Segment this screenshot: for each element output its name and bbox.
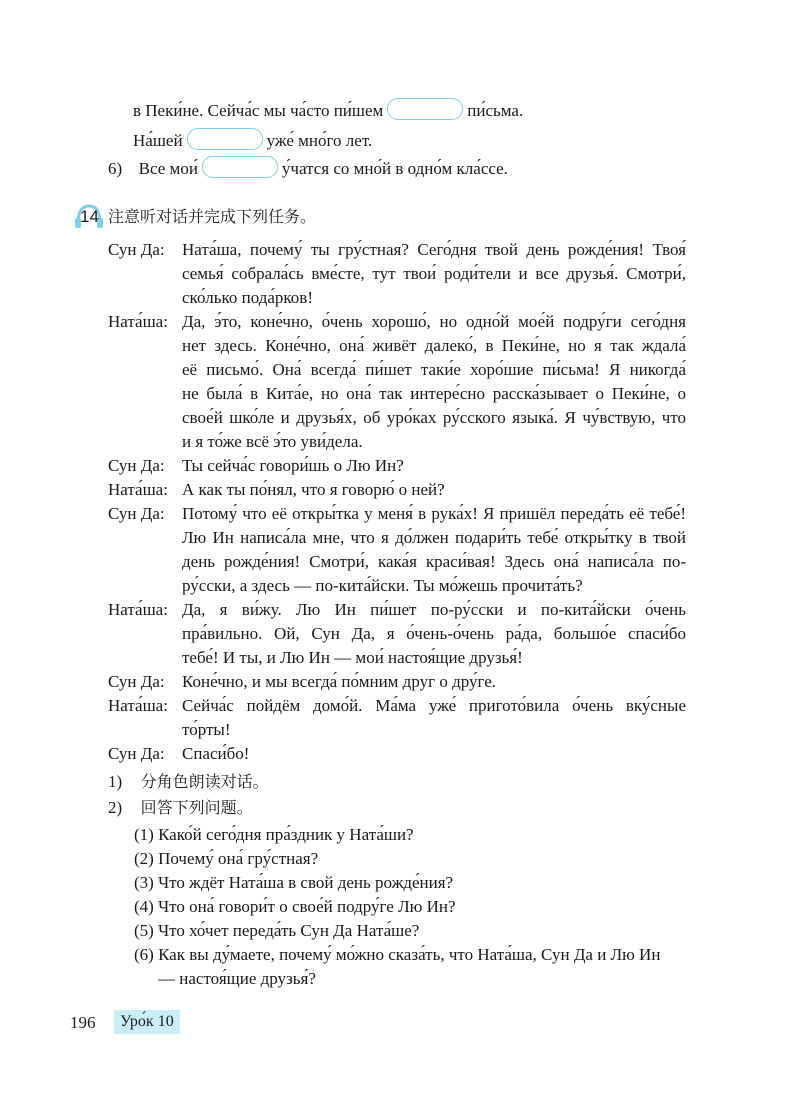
task-item [108,771,269,793]
speaker-label: Ната́ша: [108,480,168,499]
dialogue-line: свое́й шко́ле и друзья́х, об уро́ках ру́сского языка́. Я чу́вствую, что [182,408,686,427]
question-item: (2) Почему́ она́ гру́стная? [134,849,319,868]
answer-blank-1[interactable] [387,98,463,120]
dialogue-line: её письмо́. Она́ всегда́ пи́шет таки́е хоро́шие пи́сьма! Я никогда́ [182,360,686,379]
prev-item-6-num: 6) [108,159,123,178]
prev-item-6-after: у́чатся со мно́й в одно́м кла́ссе. [281,159,508,178]
dialogue-line: семья́ собрала́сь вме́сте, тут твои́ роди́тели и все друзья́. Смотри́, [182,264,686,283]
question-item-continuation: — настоя́щие друзья́? [158,969,316,988]
question-item: (4) Что она́ говори́т о свое́й подру́ге Лю Ин? [134,897,456,916]
prev-item-6 [108,156,508,180]
dialogue-line: ско́лько пода́рков! [182,288,313,307]
prev-item-6-before: Все мои́ [138,159,198,178]
dialogue-line: Ты сейча́с говори́шь о Лю Ин? [182,456,404,475]
dialogue-line: ру́сски, а здесь — по-кита́йски. Ты мо́жешь прочита́ть? [182,576,583,595]
dialogue-line: день рожде́ния! Смотри́, кака́я краси́вая! Здесь она́ написа́ла по- [182,552,686,571]
dialogue-line: Коне́чно, и мы всегда́ по́мним друг о дру́ге. [182,672,497,691]
speaker-label: Ната́ша: [108,600,168,619]
speaker-label: Сун Да: [108,240,165,259]
dialogue-line: Да, э́то, коне́чно, о́чень хорошо́, но одно́й мое́й подру́ги сего́дня [182,312,686,331]
task-number: 2) [108,798,123,817]
dialogue-line: Да, я ви́жу. Лю Ин пи́шет по-ру́сски и по-кита́йски о́чень [182,600,686,619]
dialogue-line: нет здесь. Коне́чно, она́ живёт далеко́, в Пеки́не, но я так ждала́ [182,336,686,355]
task-item [108,797,253,819]
dialogue-line: тебе́! И ты, и Лю Ин — мои́ настоя́щие друзья́! [182,648,523,667]
question-item: (3) Что ждёт Ната́ша в свой день рожде́ния? [134,873,454,892]
prev-line-b [133,128,372,152]
exercise-title: 注意听对话并完成下列任务。 [108,207,317,226]
dialogue-line: Спаси́бо! [182,744,250,763]
prev-line-a [133,98,523,122]
prev-line-b-before: На́шей [133,131,183,150]
dialogue-line: не была́ в Кита́е, но она́ так интере́сно расска́зывает о Пеки́не, о [182,384,686,403]
speaker-label: Сун Да: [108,456,165,475]
dialogue-line: А как ты по́нял, что я говорю́ о ней? [182,480,445,499]
speaker-label: Ната́ша: [108,312,168,331]
dialogue-line: то́рты! [182,720,231,739]
speaker-label: Сун Да: [108,504,165,523]
lesson-tag: Уро́к 10 [114,1010,180,1034]
dialogue-line: Потому́ что её откры́тка у меня́ в рука́х! Я пришёл переда́ть её тебе́! [182,504,686,523]
speaker-label: Ната́ша: [108,696,168,715]
prev-line-a-after: пи́сьма. [467,101,524,120]
task-number: 1) [108,772,123,791]
dialogue-line: Сейча́с пойдём домо́й. Ма́ма уже́ пригото́вила о́чень вку́сные [182,696,686,715]
dialogue-line: и я то́же всё э́то уви́дела. [182,432,363,451]
question-item: (6) Как вы ду́маете, почему́ мо́жно сказа́ть, что Ната́ша, Сун Да и Лю Ин [134,945,661,964]
dialogue-line: пра́вильно. Ой, Сун Да, я о́чень-о́чень ра́да, большо́е спаси́бо [182,624,686,643]
exercise-number: 14 [80,207,99,226]
prev-line-a-before: в Пеки́не. Сейча́с мы ча́сто пи́шем [133,101,384,120]
dialogue-line: Лю Ин написа́ла мне, что я до́лжен подари́ть тебе́ откры́тку в твой [182,528,686,547]
answer-blank-3[interactable] [202,156,278,178]
answer-blank-2[interactable] [187,128,263,150]
speaker-label: Сун Да: [108,744,165,763]
speaker-label: Сун Да: [108,672,165,691]
page-number: 196 [70,1013,96,1032]
dialogue-line: Ната́ша, почему́ ты гру́стная? Сего́дня твой день рожде́ния! Твоя́ [182,240,686,259]
question-item: (5) Что хо́чет переда́ть Сун Да Ната́ше? [134,921,420,940]
prev-line-b-after: уже́ мно́го лет. [266,131,373,150]
question-item: (1) Како́й сего́дня пра́здник у Ната́ши? [134,825,414,844]
task-text: 分角色朗读对话。 [140,772,269,791]
task-text: 回答下列问题。 [140,798,253,817]
